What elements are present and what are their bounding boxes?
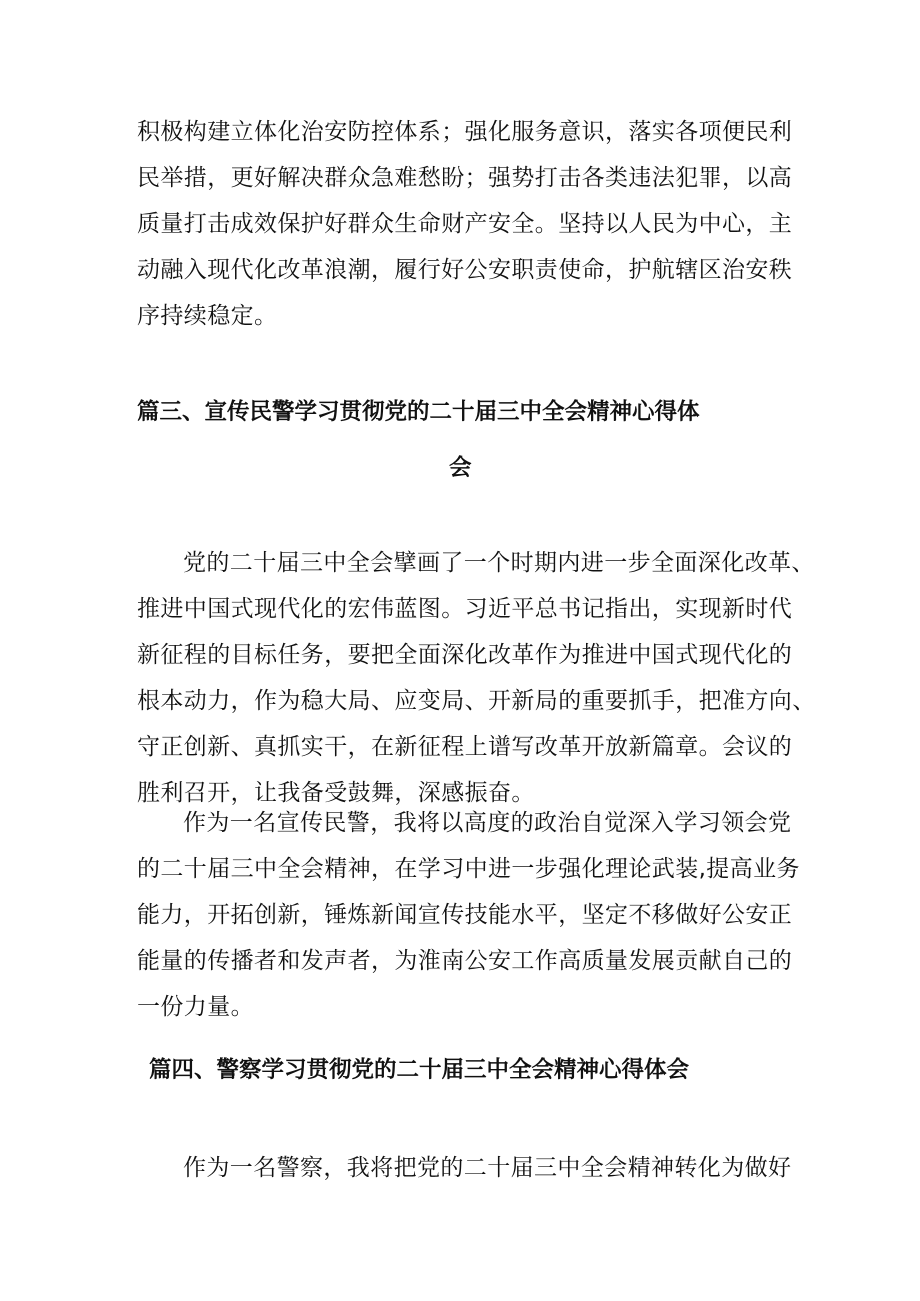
text-line: 胜利召开，让我备受鼓舞，深感振奋。	[137, 780, 535, 806]
section-3-paragraph-1	[137, 540, 816, 816]
text-line: 动融入现代化改革浪潮，履行好公安职责使命，护航辖区治安秩	[137, 257, 793, 283]
text-line: 作为一名警察，我将把党的二十届三中全会精神转化为做好	[183, 1155, 792, 1181]
text-line: 守正创新、真抓实干，在新征程上谱写改革开放新篇章。会议的	[137, 734, 793, 760]
section-3-title-line-2: 会	[449, 455, 472, 481]
text-line: 新征程的目标任务，要把全面深化改革作为推进中国式现代化的	[137, 642, 793, 668]
text-line: 的二十届三中全会精神，在学习中进一步强化理论武装,提高业务	[137, 856, 800, 882]
text-line: 积极构建立体化治安防控体系；强化服务意识，落实各项便民利	[137, 119, 793, 145]
text-line: 根本动力，作为稳大局、应变局、开新局的重要抓手，把准方向、	[137, 688, 816, 714]
text-line: 能量的传播者和发声者，为淮南公安工作高质量发展贡献自己的	[137, 948, 793, 974]
section-3-title-line-1: 篇三、宣传民警学习贯彻党的二十届三中全会精神心得体	[137, 399, 700, 425]
section-4-title: 篇四、警察学习贯彻党的二十届三中全会精神心得体会	[149, 1057, 690, 1083]
text-line: 作为一名宣传民警，我将以高度的政治自觉深入学习领会党	[183, 810, 792, 836]
text-line: 质量打击成效保护好群众生命财产安全。坚持以人民为中心，主	[137, 211, 793, 237]
section-3-paragraph-2	[137, 800, 800, 1030]
section-2-closing-paragraph	[137, 109, 792, 339]
text-line: 民举措，更好解决群众急难愁盼；强势打击各类违法犯罪，以高	[137, 165, 793, 191]
text-line: 党的二十届三中全会擘画了一个时期内进一步全面深化改革、	[183, 550, 815, 576]
section-4-paragraph-1	[137, 1145, 791, 1191]
text-line: 推进中国式现代化的宏伟蓝图。习近平总书记指出，实现新时代	[137, 596, 793, 622]
text-line: 序持续稳定。	[137, 303, 278, 329]
text-line: 能力，开拓创新，锤炼新闻宣传技能水平，坚定不移做好公安正	[137, 902, 793, 928]
text-line: 一份力量。	[137, 994, 254, 1020]
